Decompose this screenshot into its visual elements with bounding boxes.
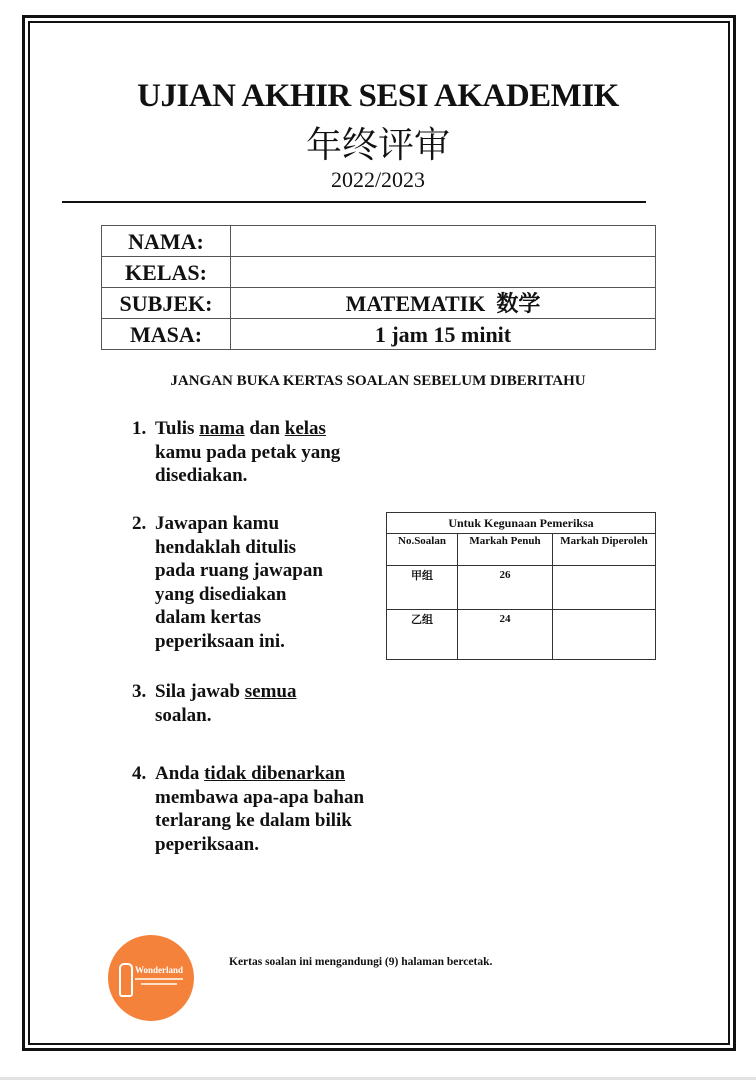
academic-year: 2022/2023 [330,167,426,192]
section-cell: 甲组 [387,566,458,610]
examiner-caption-row [387,513,656,534]
column-header: No.Soalan [387,534,458,566]
instruction-1 [132,417,372,488]
table-row [387,610,656,660]
table-row [387,566,656,610]
underlined-text: tidak dibenarkan [204,763,346,784]
logo-figure-icon [119,963,133,997]
info-label: NAMA: [102,226,231,257]
instruction-3 [132,680,332,727]
underlined-text: nama [199,418,245,439]
instruction-number: 2. [132,513,147,534]
warning-notice: JANGAN BUKA KERTAS SOALAN SEBELUM DIBERITAHU [170,373,586,389]
examiner-table [386,512,656,660]
info-label: KELAS: [102,257,231,288]
instruction-text [155,417,372,488]
instruction-text [155,762,392,856]
instruction-text [155,680,332,727]
text-line: peperiksaan ini. [155,630,285,652]
logo-text: Wonderland [135,965,184,975]
instruction-number: 4. [132,763,147,784]
examiner-caption: Untuk Kegunaan Pemeriksa [387,513,656,534]
instruction-number: 3. [132,681,147,702]
exam-title: UJIAN AKHIR SESI AKADEMIK [137,78,619,114]
instruction-4 [132,762,392,856]
full-marks-cell: 24 [458,610,553,660]
full-marks-cell: 26 [458,566,553,610]
underlined-text: kelas [284,418,326,439]
page-count-note: Kertas soalan ini mengandungi (9) halaman bercetak. [229,956,493,968]
subject-value: MATEMATIK 数学 [231,288,656,319]
text: membawa apa-apa bahan terlarang ke dalam bilik peperiksaan. [155,786,365,855]
class-field[interactable] [231,257,656,288]
text: kamu pada petak yang disediakan. [155,441,341,486]
logo-tagline-mark [141,983,177,985]
text-line: dalam kertas [155,607,262,628]
exam-title-chinese: 年终评审 [305,125,450,166]
text-line: yang disediakan [155,583,287,605]
underlined-text: semua [244,681,297,702]
student-info-table [101,225,656,350]
text-line: Jawapan kamu [155,513,280,534]
instruction-2 [132,512,372,653]
text-line: pada ruang jawapan [155,560,323,581]
info-label: MASA: [102,319,231,350]
obtained-marks-cell[interactable] [553,610,656,660]
text: Tulis [155,418,200,439]
text: dan [244,418,285,439]
duration-value: 1 jam 15 minit [231,319,656,350]
header-divider [62,201,646,203]
obtained-marks-cell[interactable] [553,566,656,610]
info-row-kelas [102,257,656,288]
info-row-subjek [102,288,656,319]
info-row-masa [102,319,656,350]
text: Sila jawab [155,681,245,702]
instruction-text [155,512,372,653]
section-cell: 乙组 [387,610,458,660]
text: Anda [155,763,205,784]
text: soalan. [155,704,212,726]
column-header: Markah Penuh [458,534,553,566]
examiner-header-row [387,534,656,566]
wonderland-logo [108,935,194,1021]
logo-tagline-mark [135,978,183,980]
name-field[interactable] [231,226,656,257]
info-label: SUBJEK: [102,288,231,319]
text-line: hendaklah ditulis [155,536,296,558]
info-row-nama [102,226,656,257]
column-header: Markah Diperoleh [553,534,656,566]
instruction-number: 1. [132,418,147,439]
